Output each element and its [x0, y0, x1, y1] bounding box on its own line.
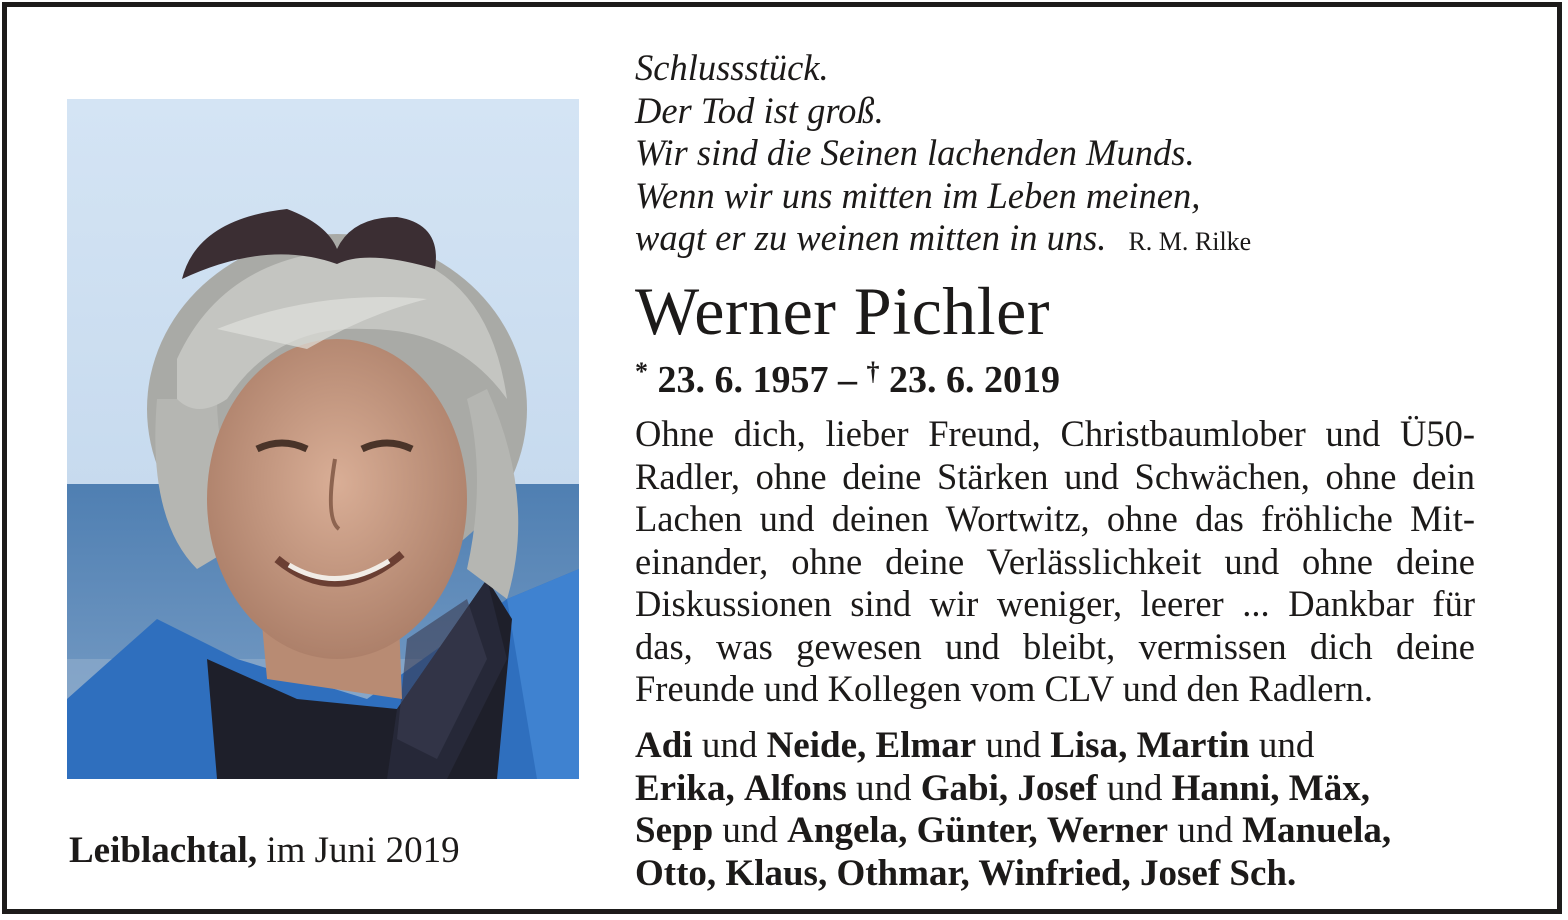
mourner-name: Neide, [766, 725, 867, 766]
poem-line: Der Tod ist groß. [635, 89, 884, 131]
mourners-line [635, 725, 1475, 768]
poem [635, 47, 1475, 264]
mourners-line [635, 768, 1475, 811]
tribute-line: einander, ohne deine Verlässlichkeit und ohne deine [635, 540, 1475, 582]
portrait-photo [67, 99, 579, 779]
tribute-line: Ohne dich, lieber Freund, Christbaumlober und Ü50- [635, 413, 1475, 454]
mourner-connector: und [713, 810, 788, 851]
mourner-name: Erika, [635, 767, 735, 809]
mourners-line [635, 810, 1475, 853]
mourner-name: Lisa, [1050, 725, 1128, 766]
mourner-connector [1038, 810, 1047, 851]
birth-date: 23. 6. 1957 [657, 359, 829, 401]
death-date: 23. 6. 2019 [889, 359, 1060, 401]
mourner-connector: und [1168, 810, 1243, 851]
mourner-name: Angela, [787, 810, 908, 851]
mourner-name: Hanni, [1171, 767, 1280, 809]
mourner-name: Sepp [635, 810, 714, 851]
mourner-name: Günter, [916, 810, 1038, 851]
tribute-line: das, was gewesen und bleibt, vermissen dich deine [635, 625, 1475, 667]
mourner-connector: und [692, 725, 767, 766]
poem-line: Schlussstück. [635, 47, 829, 88]
mourner-connector [907, 810, 916, 851]
mourner-connector [735, 768, 744, 809]
tribute-line: Lachen und deinen Wortwitz, ohne das fröhliche Mit- [635, 498, 1475, 539]
poem-author: R. M. Rilke [1128, 227, 1252, 256]
poem-line-last [635, 217, 1475, 264]
poem-line: wagt er zu weinen mitten in uns. [635, 217, 1107, 258]
poem-line: Wenn wir uns mitten im Leben meinen, [635, 174, 1201, 216]
mourner-connector [1280, 768, 1289, 809]
mourner-name: Elmar [875, 725, 977, 766]
tribute-line: Freunde und Kollegen vom CLV und den Radlern. [635, 668, 1374, 709]
death-mark: † [866, 357, 880, 386]
tribute-line: Diskussionen sind wir weniger, leerer ... Dankbar für [635, 583, 1475, 624]
mourner-name: Alfons [743, 767, 847, 809]
obituary-frame [2, 2, 1562, 914]
mourner-name: Manuela, [1242, 810, 1392, 851]
deceased-name: Werner Pichler [635, 273, 1050, 349]
poem-line: Wir sind die Seinen lachenden Munds. [635, 132, 1195, 173]
mourner-connector: und [846, 767, 921, 809]
mourner-connector: und [1097, 767, 1172, 809]
mourner-name: Mäx, [1288, 767, 1370, 809]
mourner-connector: und [976, 725, 1051, 766]
mourner-name: Werner [1046, 810, 1169, 851]
mourner-name: Martin [1136, 725, 1250, 766]
mourners-line [635, 853, 1475, 896]
mourner-connector: und [1249, 725, 1315, 766]
date-separator: – [838, 359, 857, 401]
portrait-image [67, 99, 579, 779]
mourner-name: Gabi, [920, 767, 1009, 809]
tribute-text [635, 413, 1475, 711]
birth-mark: * [635, 357, 648, 386]
life-dates [635, 347, 1475, 405]
place-date-text: im Juni 2019 [257, 830, 460, 871]
mourner-name: Adi [635, 725, 693, 766]
place-date [69, 827, 460, 875]
place-location: Leiblachtal, [69, 830, 258, 871]
mourner-connector [1127, 725, 1136, 766]
mourner-name: Otto, Klaus, Othmar, Winfried, Josef Sch. [635, 852, 1297, 894]
mourner-name: Josef [1017, 767, 1098, 809]
mourner-connector [866, 725, 875, 766]
tribute-line: Radler, ohne deine Stärken und Schwächen, ohne dein [635, 455, 1475, 497]
mourners-list [635, 725, 1475, 895]
